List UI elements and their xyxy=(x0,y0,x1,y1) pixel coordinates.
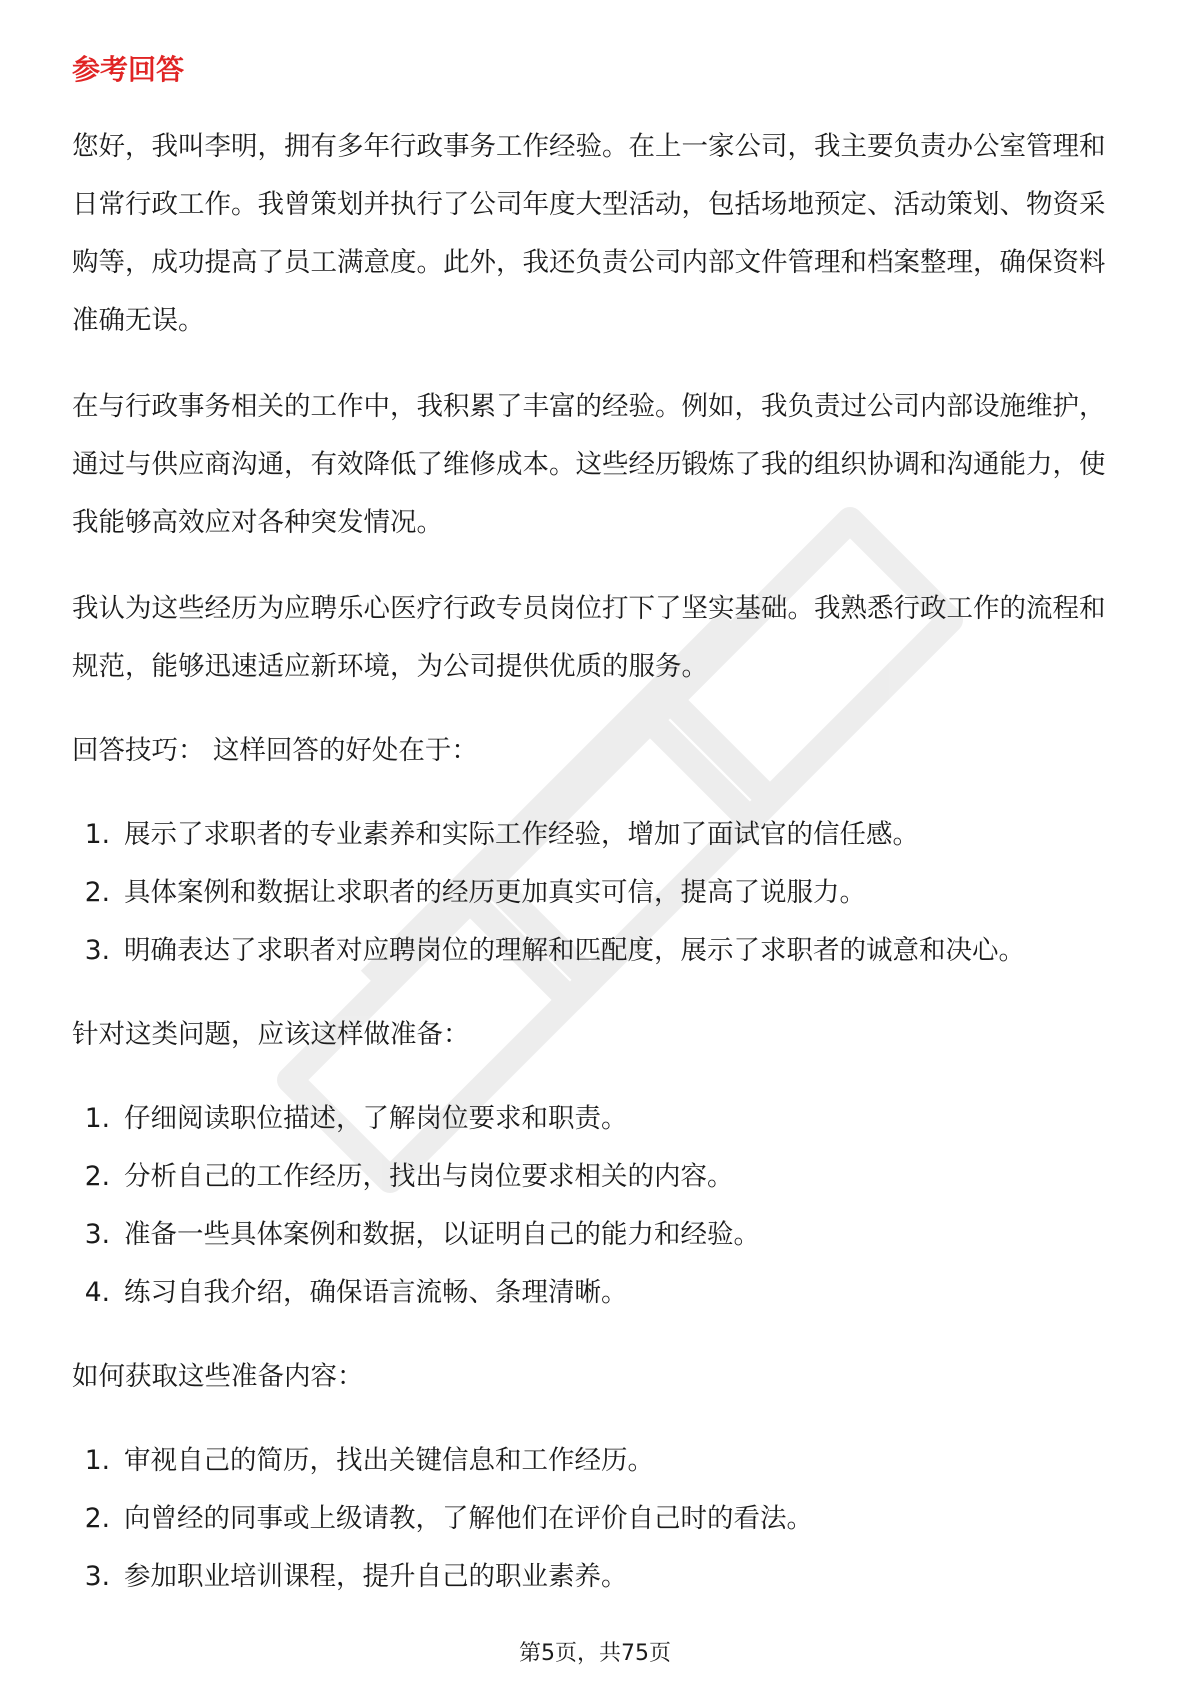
list-item: 3. 明确表达了求职者对应聘岗位的理解和匹配度，展示了求职者的诚意和决心。 xyxy=(84,935,1025,966)
list-item: 4. 练习自我介绍，确保语言流畅、条理清晰。 xyxy=(84,1277,628,1308)
main-content xyxy=(72,118,1118,1606)
page-number: 第5页，共75页 xyxy=(519,1641,671,1666)
list-item: 1. 审视自己的简历，找出关键信息和工作经历。 xyxy=(84,1445,654,1476)
source-title: 如何获取这些准备内容： xyxy=(72,1361,364,1392)
list-item: 2. 具体案例和数据让求职者的经历更加真实可信，提高了说服力。 xyxy=(84,877,866,908)
section-heading: 参考回答 xyxy=(72,53,185,86)
list-item: 1. 仔细阅读职位描述，了解岗位要求和职责。 xyxy=(84,1103,628,1134)
list-item: 2. 向曾经的同事或上级请教，了解他们在评价自己时的看法。 xyxy=(84,1503,813,1534)
tips-list xyxy=(72,806,1118,980)
source-list xyxy=(72,1432,1118,1606)
list-item: 3. 参加职业培训课程，提升自己的职业素养。 xyxy=(84,1561,628,1592)
list-item: 2. 分析自己的工作经历，找出与岗位要求相关的内容。 xyxy=(84,1161,734,1192)
prep-list xyxy=(72,1090,1118,1322)
list-item: 1. 展示了求职者的专业素养和实际工作经验，增加了面试官的信任感。 xyxy=(84,819,919,850)
answer-paragraph-2: 在与行政事务相关的工作中，我积累了丰富的经验。例如，我负责过公司内部设施维护，通过与供应商沟通，有效降低了维修成本。这些经历锻炼了我的组织协调和沟通能力，使我能够高效应对各种突发情况。 xyxy=(72,391,1106,538)
list-item: 3. 准备一些具体案例和数据，以证明自己的能力和经验。 xyxy=(84,1219,760,1250)
tips-title: 回答技巧： 这样回答的好处在于： xyxy=(72,735,478,766)
prep-title: 针对这类问题，应该这样做准备： xyxy=(72,1019,470,1050)
answer-paragraph-3: 我认为这些经历为应聘乐心医疗行政专员岗位打下了坚实基础。我熟悉行政工作的流程和规范，能够迅速适应新环境，为公司提供优质的服务。 xyxy=(72,593,1106,682)
answer-paragraph-1: 您好，我叫李明，拥有多年行政事务工作经验。在上一家公司，我主要负责办公室管理和日常行政工作。我曾策划并执行了公司年度大型活动，包括场地预定、活动策划、物资采购等，成功提高了员工满意度。此外，我还负责公司内部文件管理和档案整理，确保资料准确无误。 xyxy=(72,131,1106,336)
